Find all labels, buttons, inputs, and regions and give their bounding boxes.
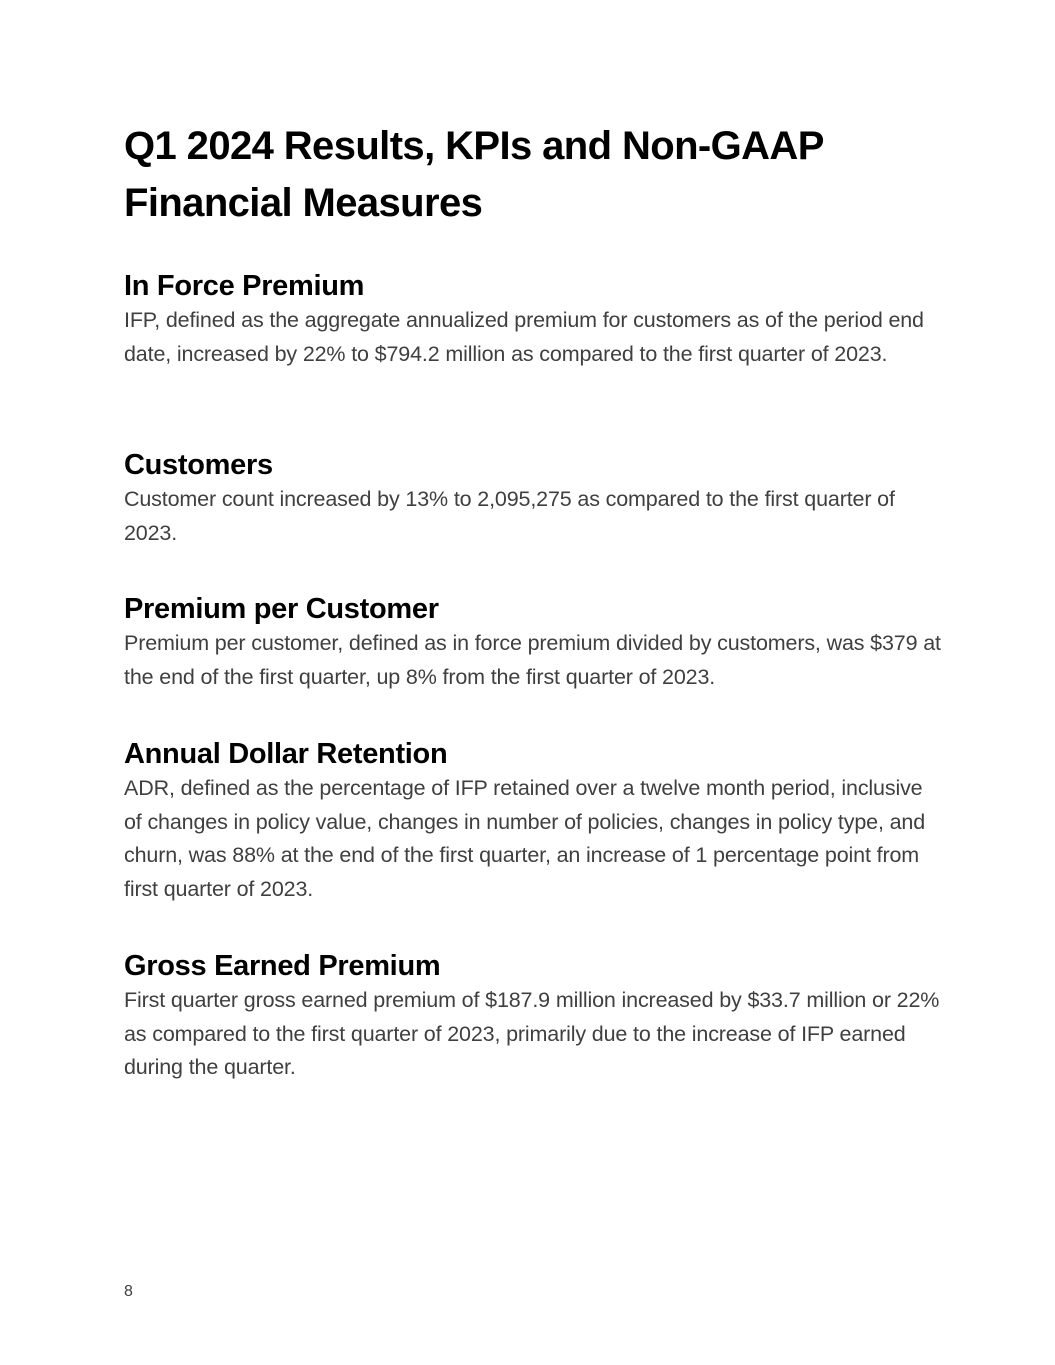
section-gross-earned-premium: [124, 948, 944, 1085]
section-customers: [124, 447, 944, 550]
section-heading: Annual Dollar Retention: [124, 738, 448, 770]
section-heading: Customers: [124, 449, 273, 481]
section-body: Premium per customer, defined as in force premium divided by customers, was $379 at the end of the first quarter, up 8% from the first quarter of 2023.: [124, 631, 941, 689]
page-number: 8: [124, 1283, 133, 1300]
section-heading: Premium per Customer: [124, 593, 439, 625]
section-annual-dollar-retention: [124, 736, 944, 906]
section-heading: Gross Earned Premium: [124, 950, 441, 982]
page-title: Q1 2024 Results, KPIs and Non-GAAP Financial Measures: [124, 124, 824, 225]
section-body: First quarter gross earned premium of $187.9 million increased by $33.7 million or 22% as compared to the first quarter of 2023, primarily due to the increase of IFP earned during the quarter.: [124, 988, 940, 1080]
section-premium-per-customer: [124, 591, 944, 694]
section-heading: In Force Premium: [124, 270, 365, 302]
section-body: Customer count increased by 13% to 2,095,275 as compared to the first quarter of 2023.: [124, 487, 895, 545]
section-body: IFP, defined as the aggregate annualized premium for customers as of the period end date, increased by 22% to $794.2 million as compared to the first quarter of 2023.: [124, 308, 924, 366]
section-body: ADR, defined as the percentage of IFP retained over a twelve month period, inclusive of changes in policy value, changes in number of policies, changes in policy type, and churn, was 88% at the end of the first quarter, an increase of 1 percentage point from first quarter of 2023.: [124, 776, 926, 901]
section-in-force-premium: [124, 268, 944, 371]
document-page: [124, 118, 944, 1080]
